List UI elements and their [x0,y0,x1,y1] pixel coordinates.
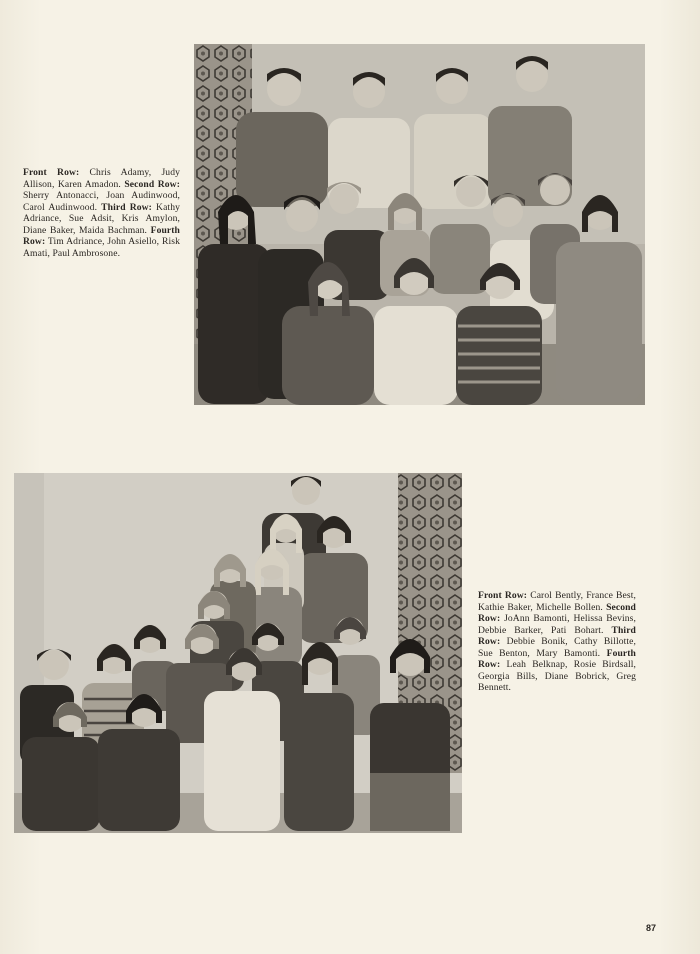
caption-row-label: Third Row: [478,624,636,647]
caption-row-label: Third Row: [101,201,152,213]
caption-top-photo [23,167,180,259]
caption-row-names: Carol Bently, France Best, Kathie Baker, Michelle Bollen. [478,590,636,613]
caption-row-label: Second Row: [124,178,180,190]
caption-bottom-photo [478,590,636,694]
caption-row-names: Tim Adriance, John Asiello, Risk Amati, Paul Ambrosone. [23,236,180,259]
caption-row-names: Kathy Adriance, Sue Adsit, Kris Amylon, Diane Baker, Maida Bachman. [23,201,180,236]
caption-row-names: Sherry Antonacci, Joan Audinwood, Carol Audinwood. [23,190,180,213]
caption-row-label: Fourth Row: [23,224,180,247]
caption-row-label: Front Row: [478,590,528,601]
caption-row-names: Leah Belknap, Rosie Birdsall, Georgia Bills, Diane Bobrick, Greg Bennett. [478,659,636,693]
caption-row-label: Second Row: [478,601,636,624]
caption-row-label: Front Row: [23,167,80,178]
page-number: 87 [646,923,657,933]
caption-row-names: JoAnn Bamonti, Helissa Bevins, Debbie Barker, Pati Bohart. [478,613,636,636]
caption-row-names: Debbie Bonik, Cathy Billotte, Sue Benton, Mary Bamonti. [478,636,636,659]
caption-row-label: Fourth Row: [478,647,636,670]
group-photo-top [194,44,645,405]
group-photo-bottom [14,473,462,833]
caption-row-names: Chris Adamy, Judy Allison, Karen Amadon. [23,167,180,190]
